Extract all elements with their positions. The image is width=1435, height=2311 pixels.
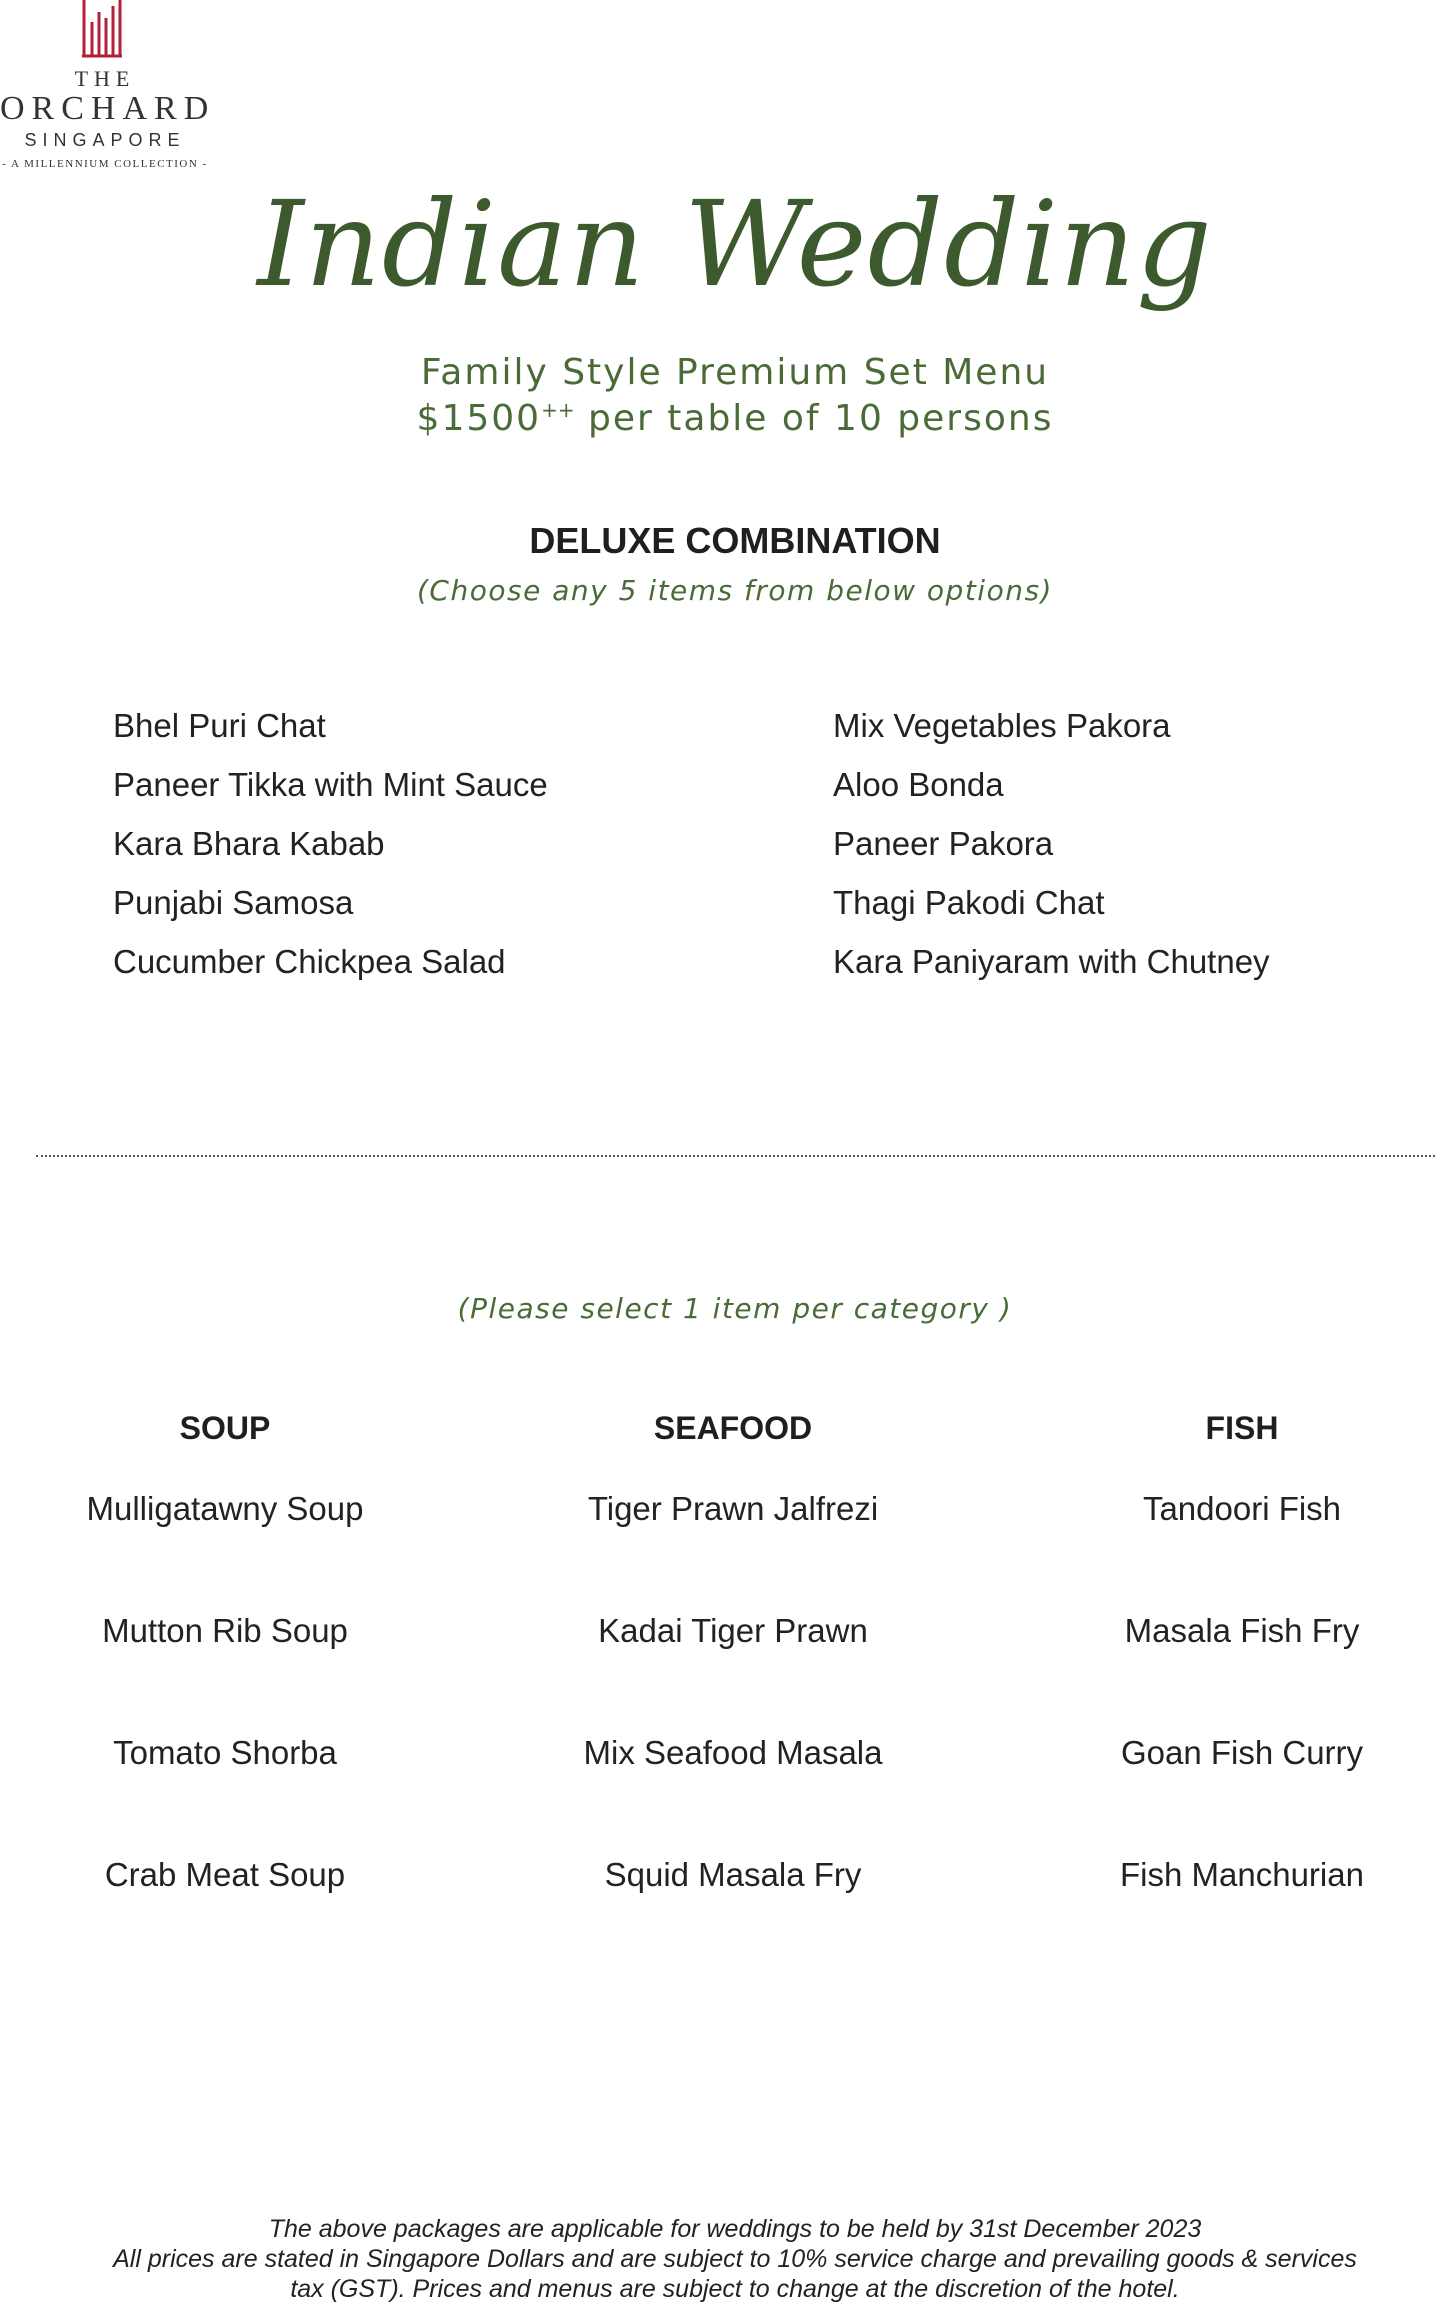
list-item: Kadai Tiger Prawn	[598, 1612, 868, 1649]
list-item: Crab Meat Soup	[104, 1856, 346, 1893]
price: $1500	[416, 398, 542, 439]
list-item: Thagi Pakodi Chat	[833, 884, 1105, 921]
dotted-divider	[36, 1155, 1435, 1157]
subtitle-line1: Family Style Premium Set Menu	[420, 352, 1050, 393]
per-table-text: per table of 10 persons	[574, 398, 1054, 439]
orchard-bars-icon	[80, 0, 126, 58]
logo-collection: - A MILLENNIUM COLLECTION -	[2, 158, 208, 170]
category-heading: SEAFOOD	[653, 1410, 813, 1446]
footer-line3: tax (GST). Prices and menus are subject to change at the discretion of the hotel.	[290, 2275, 1180, 2303]
page-title: Indian Wedding	[257, 175, 1213, 313]
logo-orchard: ORCHARD	[0, 90, 216, 127]
list-item: Tiger Prawn Jalfrezi	[587, 1490, 879, 1527]
logo-the: THE	[74, 66, 136, 91]
list-item: Tomato Shorba	[113, 1734, 337, 1771]
price-suffix: ++	[541, 398, 575, 422]
category-heading: SOUP	[179, 1410, 271, 1446]
footer-line1: The above packages are applicable for weddings to be held by 31st December 2023	[268, 2215, 1202, 2243]
list-item: Kara Bhara Kabab	[113, 825, 385, 862]
category-heading: FISH	[1205, 1410, 1279, 1446]
list-item: Masala Fish Fry	[1124, 1612, 1360, 1649]
list-item: Mutton Rib Soup	[102, 1612, 348, 1649]
list-item: Paneer Pakora	[833, 825, 1054, 862]
footer-line2: All prices are stated in Singapore Dollars and are subject to 10% service charge and prevailing goods & services	[113, 2245, 1357, 2273]
list-item: Tandoori Fish	[1142, 1490, 1342, 1527]
deluxe-heading: DELUXE COMBINATION	[529, 520, 941, 561]
deluxe-note: (Choose any 5 items from below options)	[417, 574, 1053, 607]
logo-singapore: SINGAPORE	[24, 130, 186, 150]
list-item: Paneer Tikka with Mint Sauce	[113, 766, 548, 803]
list-item: Kara Paniyaram with Chutney	[833, 943, 1270, 980]
list-item: Fish Manchurian	[1120, 1856, 1364, 1893]
list-item: Aloo Bonda	[833, 766, 1004, 803]
list-item: Mix Seafood Masala	[583, 1734, 883, 1771]
subtitle-line2	[0, 398, 1435, 439]
list-item: Punjabi Samosa	[113, 884, 354, 921]
list-item: Bhel Puri Chat	[113, 707, 326, 744]
hotel-logo	[0, 0, 216, 180]
selection-note: (Please select 1 item per category )	[457, 1292, 1013, 1325]
list-item: Squid Masala Fry	[604, 1856, 862, 1893]
list-item: Cucumber Chickpea Salad	[113, 943, 506, 980]
list-item: Goan Fish Curry	[1120, 1734, 1364, 1771]
list-item: Mix Vegetables Pakora	[833, 707, 1171, 744]
list-item: Mulligatawny Soup	[86, 1490, 364, 1527]
